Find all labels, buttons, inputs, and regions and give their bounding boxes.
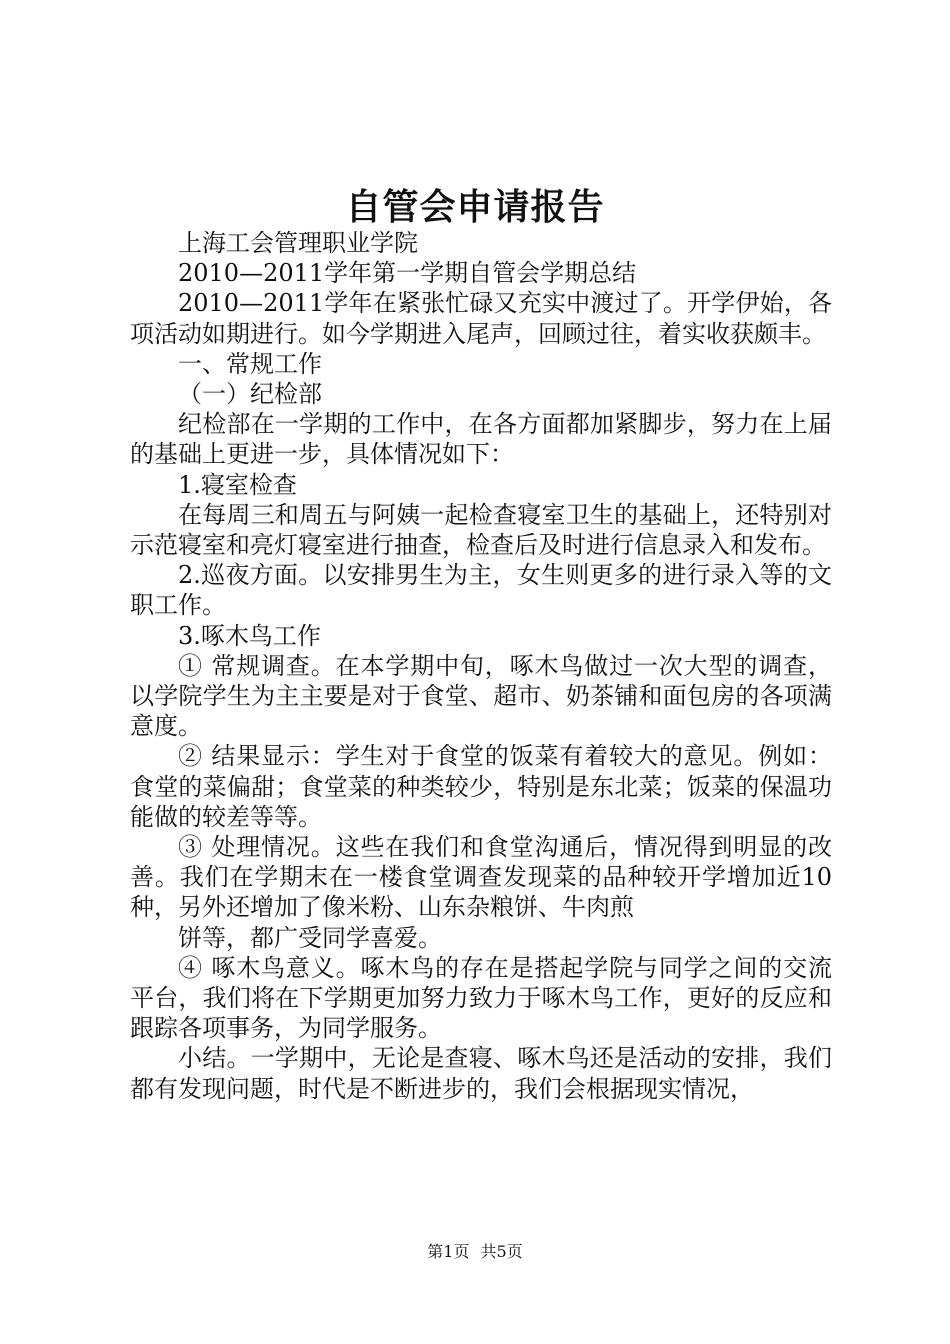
document-body (130, 228, 832, 1104)
paragraph-woodpecker-meaning: ④ 啄木鸟意义。啄木鸟的存在是搭起学院与同学之间的交流平台，我们将在下学期更加努力致力于啄木鸟工作，更好的反应和跟踪各项事务，为同学服务。 (130, 953, 832, 1043)
subsection-heading-discipline-dept: （一）纪检部 (178, 380, 322, 409)
paragraph-night-patrol: 2.巡夜方面。以安排男生为主，女生则更多的进行录入等的文职工作。 (130, 561, 832, 620)
paragraph-intro: 2010—2011学年在紧张忙碌又充实中渡过了。开学伊始，各项活动如期进行。如今学期进入尾声，回顾过往，着实收获颇丰。 (130, 289, 832, 348)
page-number: 第1页 (427, 1242, 470, 1261)
paragraph-school-name: 上海工会管理职业学院 (178, 229, 418, 257)
document-title: 自管会申请报告 (345, 186, 605, 228)
paragraph-handling-continued: 饼等，都广受同学喜爱。 (178, 923, 442, 952)
paragraph-discipline-overview: 纪检部在一学期的工作中，在各方面都加紧脚步，努力在上届的基础上更进一步，具体情况如下： (130, 410, 832, 469)
paragraph-summary-heading: 2010—2011学年第一学期自管会学期总结 (178, 259, 637, 288)
page-total: 共5页 (480, 1242, 523, 1261)
paragraph-dorm-check: 在每周三和周五与阿姨一起检查寝室卫生的基础上，还特别对示范寝室和亮灯寝室进行抽查，检查后及时进行信息录入和发布。 (130, 500, 832, 560)
paragraph-summary: 小结。一学期中，无论是查寝、啄木鸟还是活动的安排，我们都有发现问题，时代是不断进步的，我们会根据现实情况， (130, 1044, 832, 1103)
paragraph-results: ② 结果显示：学生对于食堂的饭菜有着较大的意见。例如：食堂的菜偏甜；食堂菜的种类较少，特别是东北菜；饭菜的保温功能做的较差等等。 (130, 742, 832, 831)
item-heading-dorm-check: 1.寝室检查 (178, 470, 297, 499)
paragraph-survey: ① 常规调查。在本学期中旬，啄木鸟做过一次大型的调查，以学院学生为主主要是对于食堂、超市、奶茶铺和面包房的各项满意度。 (130, 651, 832, 741)
page-footer (0, 1242, 950, 1262)
section-heading-routine-work: 一、常规工作 (178, 349, 322, 378)
paragraph-handling: ③ 处理情况。这些在我们和食堂沟通后，情况得到明显的改善。我们在学期末在一楼食堂调查发现菜的品种较开学增加近10种，另外还增加了像米粉、山东杂粮饼、牛肉煎 (130, 833, 832, 922)
item-heading-woodpecker-work: 3.啄木鸟工作 (178, 621, 321, 650)
